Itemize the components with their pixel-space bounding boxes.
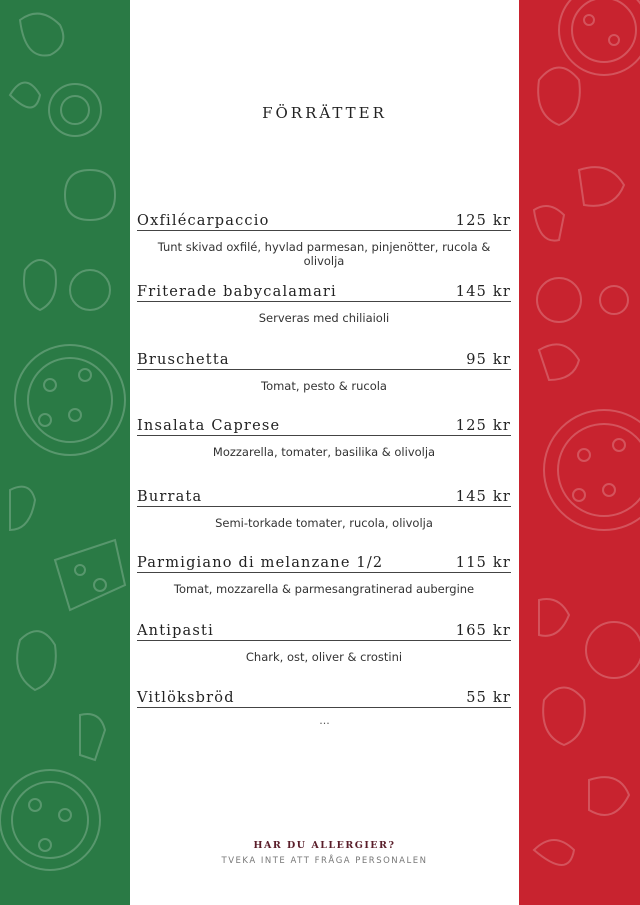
item-description: Semi-torkade tomater, rucola, olivolja — [215, 516, 433, 530]
item-price: 95 kr — [466, 352, 511, 368]
item-name: Parmigiano di melanzane 1/2 — [137, 555, 384, 571]
item-price: 165 kr — [455, 623, 511, 639]
allergy-subtitle: TVEKA INTE ATT FRÅGA PERSONALEN — [221, 856, 428, 866]
menu-item — [137, 346, 511, 393]
menu-item-header — [137, 549, 511, 573]
menu-item-header — [137, 617, 511, 641]
menu-item-header — [137, 278, 511, 302]
item-description: Serveras med chiliaioli — [258, 311, 390, 325]
more-items-ellipsis: ... — [319, 714, 330, 727]
red-flag-band — [519, 0, 640, 905]
menu-item — [137, 684, 511, 708]
food-doodles-left — [0, 0, 130, 905]
item-price: 145 kr — [455, 284, 511, 300]
item-description: Tunt skivad oxfilé, hyvlad parmesan, pinjenötter, rucola & olivolja — [157, 240, 491, 268]
item-price: 115 kr — [455, 555, 511, 571]
allergy-heading: HAR DU ALLERGIER? — [253, 840, 396, 851]
item-name: Burrata — [137, 489, 203, 505]
item-name: Insalata Caprese — [137, 418, 281, 434]
menu-item-header — [137, 684, 511, 708]
green-flag-band — [0, 0, 130, 905]
menu-item — [137, 549, 511, 596]
item-description: Chark, ost, oliver & crostini — [245, 650, 403, 664]
menu-item-header — [137, 207, 511, 231]
menu-item — [137, 278, 511, 325]
menu-item — [137, 207, 511, 268]
item-price: 125 kr — [455, 213, 511, 229]
food-doodles-right — [519, 0, 640, 905]
item-description: Tomat, pesto & rucola — [261, 379, 387, 393]
item-price: 125 kr — [455, 418, 511, 434]
item-name: Bruschetta — [137, 352, 230, 368]
item-name: Vitlöksbröd — [137, 690, 235, 706]
item-price: 55 kr — [466, 690, 511, 706]
menu-item-header — [137, 483, 511, 507]
item-name: Oxfilécarpaccio — [137, 213, 270, 229]
item-description: Tomat, mozzarella & parmesangratinerad aubergine — [173, 582, 475, 596]
menu-item — [137, 617, 511, 664]
menu-item-header — [137, 346, 511, 370]
item-name: Antipasti — [137, 623, 214, 639]
menu-item — [137, 483, 511, 530]
section-title: FÖRRÄTTER — [262, 104, 387, 122]
menu-item — [137, 412, 511, 459]
item-name: Friterade babycalamari — [137, 284, 337, 300]
item-price: 145 kr — [455, 489, 511, 505]
menu-item-header — [137, 412, 511, 436]
item-description: Mozzarella, tomater, basilika & olivolja — [212, 445, 436, 459]
